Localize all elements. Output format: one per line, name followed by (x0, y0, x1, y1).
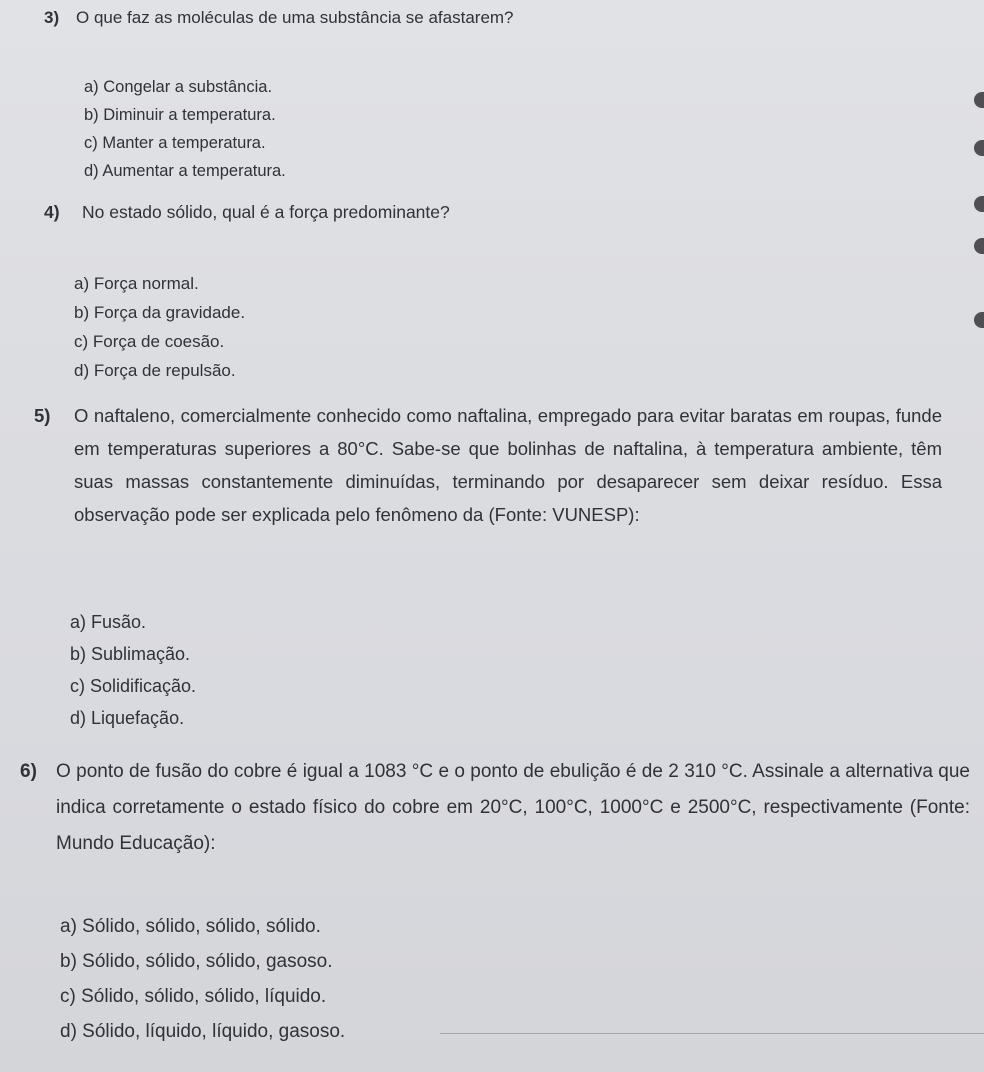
question-number: 3) (44, 8, 60, 27)
question-4 (44, 202, 956, 380)
question-6 (20, 754, 970, 1042)
question-number: 6) (20, 761, 37, 782)
paper-line (440, 1033, 984, 1034)
option-b: b) Diminuir a temperatura. (84, 106, 276, 124)
option-c: c) Solidificação. (70, 676, 197, 696)
option-d: d) Sólido, líquido, líquido, gasoso. (60, 1021, 346, 1042)
question-3 (44, 8, 956, 180)
question-text: O naftaleno, comercialmente conhecido como naftalina, empregado para evitar baratas em roupas, funde em temperaturas superiores a 80°C. Sabe-se que bolinhas de naftalina, à temperatura ambiente, têm suas massas constantemente diminuídas, terminando por desaparecer sem deixar resíduo. Essa observação pode ser explicada pelo fenômeno da (Fonte: VUNESP): (74, 405, 942, 525)
binding-hole (974, 140, 984, 156)
option-a: a) Força normal. (74, 274, 199, 293)
option-a: a) Sólido, sólido, sólido, sólido. (60, 916, 321, 937)
option-a: a) Congelar a substância. (84, 78, 273, 96)
binding-hole (974, 92, 984, 108)
option-b: b) Força da gravidade. (74, 303, 246, 322)
option-d: d) Aumentar a temperatura. (84, 162, 286, 180)
question-text: O que faz as moléculas de uma substância se afastarem? (76, 8, 514, 27)
question-number: 5) (34, 405, 51, 426)
binding-hole (974, 196, 984, 212)
binding-hole (974, 312, 984, 328)
option-d: d) Liquefação. (70, 708, 185, 728)
option-a: a) Fusão. (70, 612, 147, 632)
binding-hole (974, 238, 984, 254)
question-5 (34, 399, 942, 728)
option-c: c) Sólido, sólido, sólido, líquido. (60, 986, 327, 1007)
option-b: b) Sólido, sólido, sólido, gasoso. (60, 951, 333, 972)
question-number: 4) (44, 202, 60, 222)
option-d: d) Força de repulsão. (74, 361, 236, 380)
option-b: b) Sublimação. (70, 644, 191, 664)
question-text: O ponto de fusão do cobre é igual a 1083 °C e o ponto de ebulição é de 2 310 °C. Assinale a alternativa que indica corretamente o estado físico do cobre em 20°C, 100°C, 1000°C e 2500°C, respectivamente (Fonte: Mundo Educação): (56, 761, 970, 854)
option-c: c) Manter a temperatura. (84, 134, 266, 152)
question-text: No estado sólido, qual é a força predominante? (82, 202, 450, 222)
option-c: c) Força de coesão. (74, 332, 225, 351)
